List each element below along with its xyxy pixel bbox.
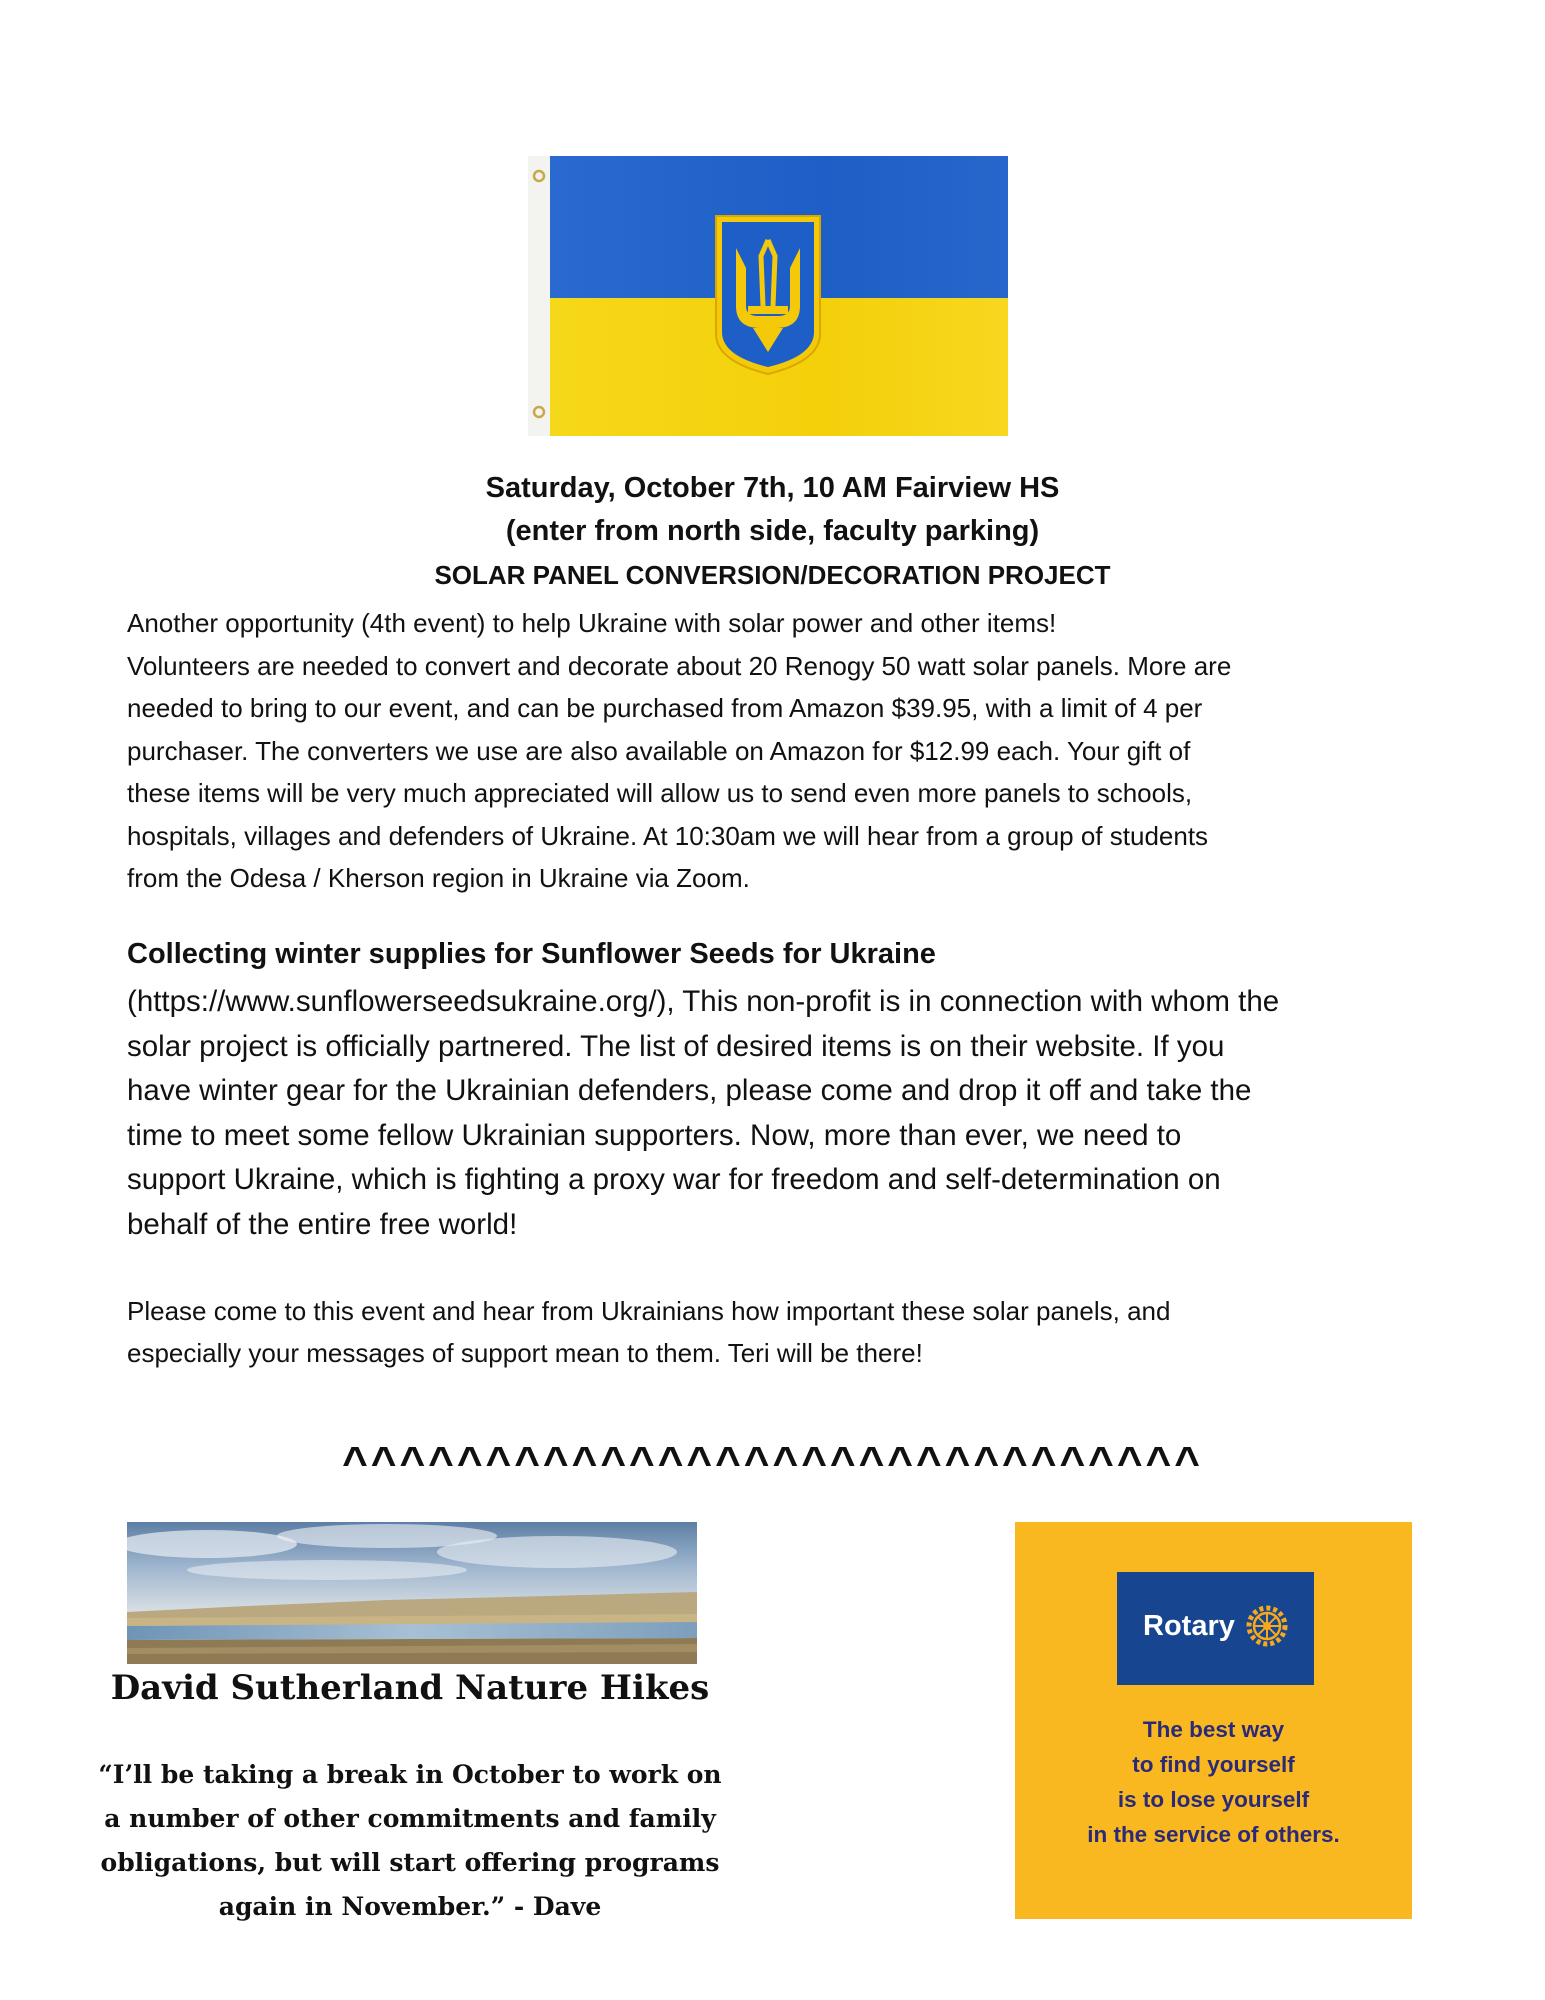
event-description	[127, 602, 1427, 900]
rotary-logo	[1117, 1572, 1314, 1685]
event-location-note: (enter from north side, faculty parking)	[505, 515, 1040, 547]
description-line: from the Odesa / Kherson region in Ukraine via Zoom.	[127, 863, 750, 893]
quote-line: again in November.” - Dave	[218, 1892, 602, 1921]
description-line: hospitals, villages and defenders of Ukraine. At 10:30am we will hear from a group of students	[127, 820, 1209, 851]
description-line: Another opportunity (4th event) to help Ukraine with solar power and other items!	[127, 608, 1057, 638]
nature-hikes-title: David Sutherland Nature Hikes	[110, 1668, 710, 1708]
project-title: SOLAR PANEL CONVERSION/DECORATION PROJECT	[434, 560, 1111, 590]
winter-supplies-line: (https://www.sunflowerseedsukraine.org/), This non-profit is in connection with whom the	[127, 985, 1280, 1018]
winter-supplies-line: time to meet some fellow Ukrainian supporters. Now, more than ever, we need to	[127, 1118, 1182, 1152]
closing-paragraph	[127, 1290, 1427, 1374]
rotary-wheel-icon	[1245, 1604, 1289, 1648]
winter-supplies-line: support Ukraine, which is fighting a proxy war for freedom and self-determination on	[127, 1163, 1221, 1196]
closing-line: especially your messages of support mean to them. Teri will be there!	[127, 1338, 923, 1368]
rotary-motto	[1015, 1712, 1412, 1852]
motto-line: The best way	[1142, 1717, 1285, 1742]
description-line: needed to bring to our event, and can be purchased from Amazon $39.95, with a limit of 4 per	[127, 693, 1203, 723]
description-line: Volunteers are needed to convert and decorate about 20 Renogy 50 watt solar panels. More are	[127, 650, 1232, 681]
closing-line: Please come to this event and hear from Ukrainians how important these solar panels, and	[127, 1296, 1171, 1326]
motto-line: to find yourself	[1132, 1752, 1295, 1777]
motto-line: is to lose yourself	[1117, 1787, 1310, 1812]
trident-coat-of-arms-icon	[716, 216, 820, 374]
caret-divider: ^^^^^^^^^^^^^^^^^^^^^^^^^^^^^^	[342, 1438, 1203, 1487]
ukraine-flag-image	[528, 156, 1008, 436]
quote-line: “I’ll be taking a break in October to work on	[98, 1760, 722, 1789]
winter-supplies-line: solar project is officially partnered. The list of desired items is on their website. If you	[127, 1029, 1225, 1063]
winter-supplies-heading: Collecting winter supplies for Sunflower Seeds for Ukraine	[127, 938, 936, 970]
quote-line: obligations, but will start offering programs	[100, 1848, 720, 1877]
description-line: purchaser. The converters we use are also available on Amazon for $12.99 each. Your gift of	[127, 735, 1191, 766]
beach-landscape-image	[127, 1522, 697, 1664]
winter-supplies-line: behalf of the entire free world!	[127, 1207, 518, 1241]
rotary-logo-text: Rotary	[1143, 1610, 1235, 1642]
quote-line: a number of other commitments and family	[104, 1804, 716, 1833]
winter-supplies-line: have winter gear for the Ukrainian defenders, please come and drop it off and take the	[127, 1074, 1252, 1107]
winter-supplies-body	[127, 980, 1427, 1247]
rotary-card	[1015, 1522, 1412, 1919]
motto-line: in the service of others.	[1087, 1822, 1340, 1847]
description-line: these items will be very much appreciated will allow us to send even more panels to schools,	[127, 778, 1193, 808]
event-date-line: Saturday, October 7th, 10 AM Fairview HS	[485, 472, 1060, 504]
nature-hikes-quote	[95, 1753, 725, 1929]
